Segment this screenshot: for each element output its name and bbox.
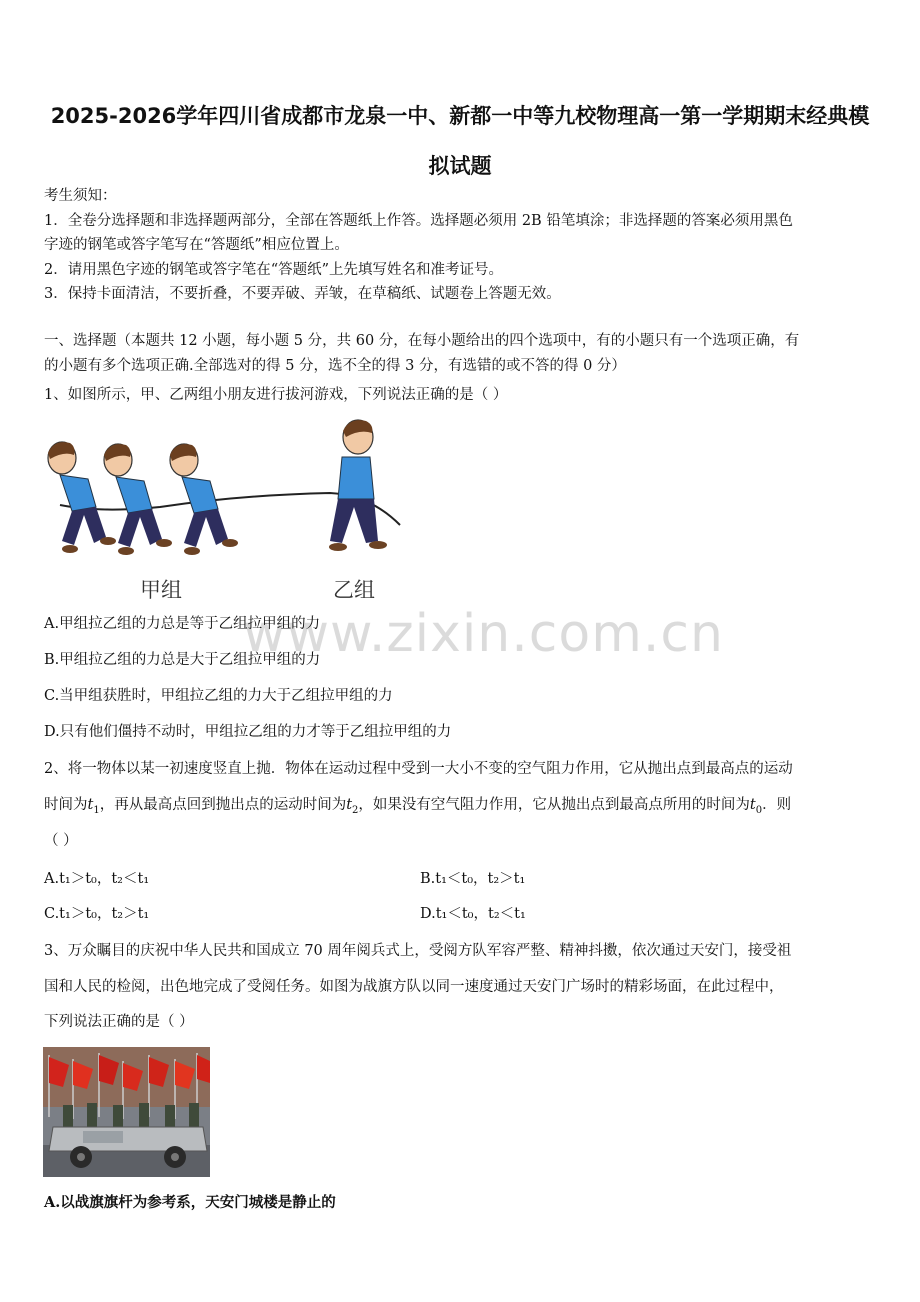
q3-line3: 下列说法正确的是（ ） (44, 1014, 194, 1030)
page-title-line2: 拟试题 (428, 154, 492, 178)
q3-option-a: A.以战旗旗杆为参考系，天安门城楼是静止的 (44, 1194, 336, 1211)
q2-line2-part-d: ．则 (762, 797, 792, 813)
tug-of-war-figure (40, 415, 410, 560)
q1-stem: 1、如图所示，甲、乙两组小朋友进行拔河游戏，下列说法正确的是（ ） (44, 387, 508, 403)
parade-photo (43, 1047, 210, 1177)
child-jia-2 (104, 444, 172, 555)
page-title-line1: 2025-2026学年四川省成都市龙泉一中、新都一中等九校物理高一第一学期期末经典模 (50, 104, 870, 128)
q2-line2-part-c: ，如果没有空气阻力作用，它从抛出点到最高点所用的时间为 (358, 797, 750, 813)
q1-option-c: C.当甲组获胜时，甲组拉乙组的力大于乙组拉甲组的力 (44, 688, 393, 704)
group-label-yi: 乙组 (333, 578, 375, 602)
q1-option-b: B.甲组拉乙组的力总是大于乙组拉甲组的力 (44, 652, 321, 668)
q2-option-b: B.t₁＜t₀，t₂＞t₁ (420, 871, 526, 887)
section-heading-line1: 一、选择题（本题共 12 小题，每小题 5 分，共 60 分，在每小题给出的四个选项中，有的小题只有一个选项正确，有 (44, 333, 800, 349)
q1-option-d: D.只有他们僵持不动时，甲组拉乙组的力才等于乙组拉甲组的力 (44, 724, 452, 740)
notice-heading: 考生须知： (44, 188, 117, 204)
q3-line1: 3、万众瞩目的庆祝中华人民共和国成立 70 周年阅兵式上，受阅方队军容严整、精神抖擞，依次通过天安门，接受祖 (44, 943, 792, 959)
watermark: www.zixin.com.cn (243, 604, 724, 664)
notice-item-1a: 1．全卷分选择题和非选择题两部分，全部在答题纸上作答。选择题必须用 2B 铅笔填涂；非选择题的答案必须用黑色 (44, 213, 793, 229)
group-label-jia: 甲组 (140, 578, 182, 602)
section-heading-line2: 的小题有多个选项正确.全部选对的得 5 分，选不全的得 3 分，有选错的或不答的得 0 分） (44, 358, 626, 374)
q3-line2: 国和人民的检阅，出色地完成了受阅任务。如图为战旗方队以同一速度通过天安门广场时的精彩场面，在此过程中， (44, 979, 784, 995)
q2-line2: 时间为$t_1$，再从最高点回到抛出点的运动时间为$t_2$，如果没有空气阻力作用，它从抛出点到最高点所用的时间为$t_0$．则 (44, 797, 792, 816)
notice-item-1b: 字迹的钢笔或答字笔写在“答题纸”相应位置上。 (44, 237, 349, 253)
q2-line2-part-a: 时间为 (44, 797, 88, 813)
child-yi (329, 420, 387, 551)
notice-item-3: 3．保持卡面清洁，不要折叠，不要弄破、弄皱，在草稿纸、试题卷上答题无效。 (44, 286, 561, 302)
q1-option-a: A.甲组拉乙组的力总是等于乙组拉甲组的力 (44, 616, 321, 632)
notice-item-2: 2．请用黑色字迹的钢笔或答字笔在“答题纸”上先填写姓名和准考证号。 (44, 262, 504, 278)
q2-answer-paren: （ ） (44, 833, 78, 849)
q2-line2-part-b: ，再从最高点回到抛出点的运动时间为 (99, 797, 347, 813)
q2-option-a: A.t₁＞t₀，t₂＜t₁ (44, 871, 150, 887)
q2-option-c: C.t₁＞t₀，t₂＞t₁ (44, 906, 150, 922)
q2-line1: 2、将一物体以某一初速度竖直上抛．物体在运动过程中受到一大小不变的空气阻力作用，它从抛出点到最高点的运动 (44, 761, 793, 777)
q2-option-d: D.t₁＜t₀，t₂＜t₁ (420, 906, 526, 922)
